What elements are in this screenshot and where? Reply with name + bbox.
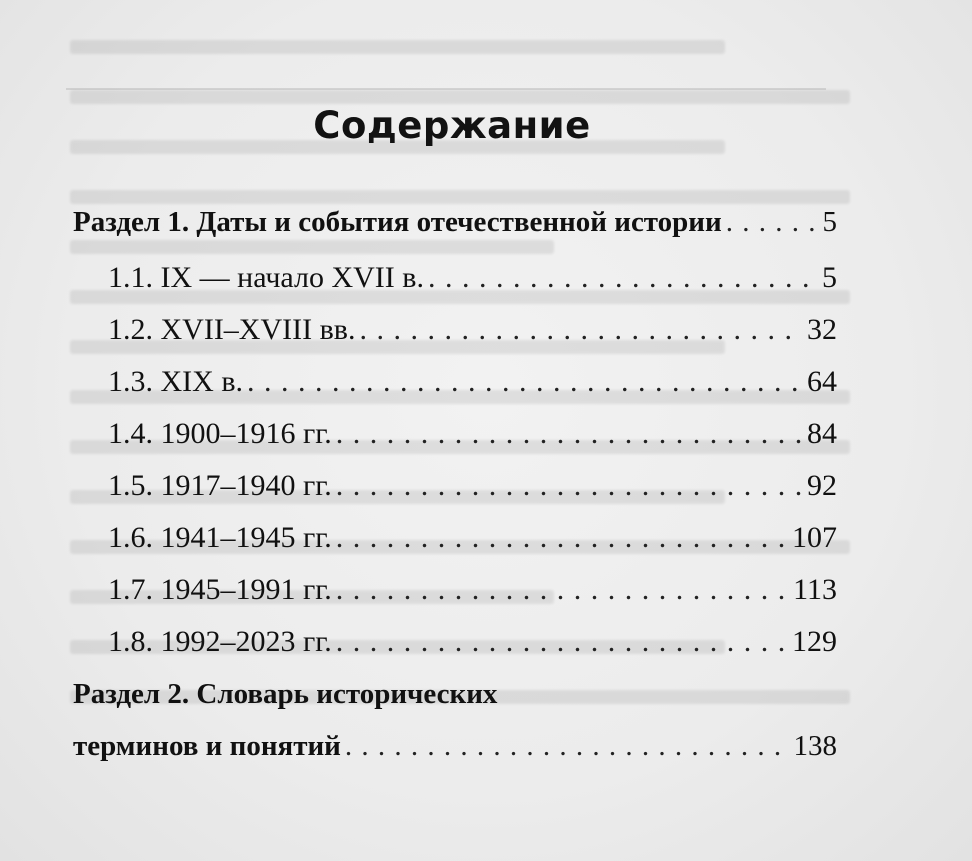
table-of-contents — [73, 196, 837, 772]
toc-item-page: 113 — [793, 573, 837, 606]
toc-item-page: 107 — [792, 521, 837, 554]
dot-leader — [336, 564, 787, 616]
dot-leader — [336, 408, 801, 460]
toc-item-label: 1.5. 1917–1940 гг. — [108, 469, 332, 502]
toc-section-2-line1[interactable] — [73, 668, 837, 720]
toc-item-label: 1.8. 1992–2023 гг. — [108, 625, 332, 658]
dot-leader — [336, 512, 786, 564]
toc-section-1[interactable] — [73, 196, 837, 248]
toc-section-1-label: Раздел 1. Даты и события отечественной истории — [73, 206, 722, 238]
toc-item-page: 84 — [807, 417, 837, 450]
dot-leader — [359, 304, 801, 356]
toc-item-1-2[interactable] — [73, 304, 837, 356]
toc-item-label: 1.4. 1900–1916 гг. — [108, 417, 332, 450]
dot-leader — [345, 720, 788, 772]
toc-item-label: 1.2. XVII–XVIII вв. — [108, 313, 356, 346]
toc-item-1-5[interactable] — [73, 460, 837, 512]
header-rule — [66, 88, 826, 90]
toc-item-page: 64 — [807, 365, 837, 398]
toc-item-page: 129 — [792, 625, 837, 658]
toc-item-1-8[interactable] — [73, 616, 837, 668]
toc-item-page: 92 — [807, 469, 837, 502]
toc-item-label: 1.1. IX — начало XVII в. — [108, 261, 424, 294]
dot-leader — [428, 252, 816, 304]
dot-leader — [247, 356, 801, 408]
toc-item-1-7[interactable] — [73, 564, 837, 616]
toc-section-2-label-line2: терминов и понятий — [73, 730, 341, 762]
toc-item-1-1[interactable] — [73, 252, 837, 304]
dot-leader — [336, 460, 801, 512]
toc-section-2-page: 138 — [793, 730, 837, 762]
toc-section-2[interactable] — [73, 720, 837, 772]
toc-item-label: 1.6. 1941–1945 гг. — [108, 521, 332, 554]
toc-item-label: 1.7. 1945–1991 гг. — [108, 573, 332, 606]
page-title: Содержание — [313, 104, 591, 147]
toc-item-page: 32 — [807, 313, 837, 346]
dot-leader — [336, 616, 786, 668]
toc-section-2-label-line1: Раздел 2. Словарь исторических — [73, 678, 498, 710]
dot-leader — [726, 196, 817, 248]
toc-item-1-4[interactable] — [73, 408, 837, 460]
toc-section-1-page: 5 — [822, 206, 837, 238]
toc-item-label: 1.3. XIX в. — [108, 365, 243, 398]
toc-item-1-3[interactable] — [73, 356, 837, 408]
toc-item-1-6[interactable] — [73, 512, 837, 564]
toc-item-page: 5 — [822, 261, 837, 294]
